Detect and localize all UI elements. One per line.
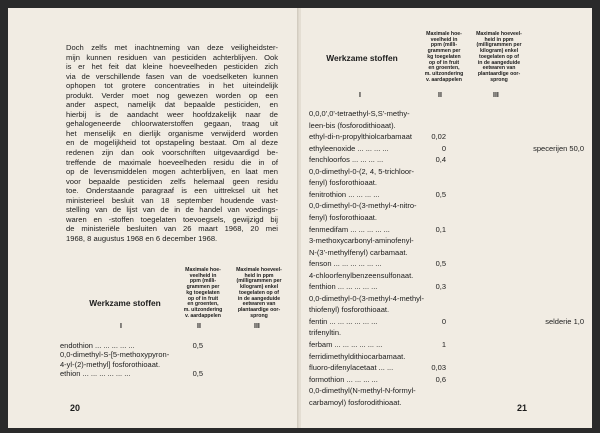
substance-name: 4-chloorfenylbenzeensulfonaat. <box>309 270 414 280</box>
substance-cell <box>309 363 393 372</box>
paragraph-line: 1968, 8 augustus 1968 en 6 december 1968. <box>66 233 218 243</box>
leader-dots: ... ... ... ... ... <box>92 341 135 350</box>
left-page <box>8 8 299 428</box>
paragraph-line: het menselijk en dierlijk organisme verwijderd worden <box>66 128 278 138</box>
substance-name: trifenyltin. <box>309 328 342 338</box>
substance-cell <box>60 360 160 369</box>
table-header-plant-origin: Maximale hoeveel- heid in ppm (milligrammen per kilogram) enkel toegelaten op of in de aangeduide eetwaren van plantaardige oor- sprong <box>476 31 522 83</box>
right-page <box>301 8 592 428</box>
substance-name: leen-bis (fosforodithioaat). <box>309 120 396 130</box>
substance-name: thiofenyl) fosforothioaat. <box>309 305 390 315</box>
substance-cell <box>309 317 377 326</box>
paragraph-line: ophopen tot grotere concentraties in het uiteindelijk <box>66 81 278 91</box>
paragraph-line: Doch zelfs met inachtneming van deze veiligheidster- <box>66 43 278 52</box>
substance-name: fenson <box>309 259 332 269</box>
max-value-fruit-vegetables: 0,5 <box>435 189 446 199</box>
max-value-fruit-vegetables: 0,1 <box>435 224 446 234</box>
leader-dots: ... ... ... ... ... <box>335 282 378 292</box>
leader-dots: ... ... ... ... <box>355 143 389 153</box>
substance-cell <box>309 225 390 234</box>
table-header-plant-origin: Maximale hoeveel- heid in ppm (milligrammen per kilogram) enkel toegelaten op of in de aangeduide eetwaren van plantaardige oor- sprong <box>236 267 282 319</box>
substance-name: 0,0-dimethyl-0-(3-methyl-4-nitro- <box>309 201 417 211</box>
substance-name: endothion <box>60 341 93 350</box>
max-value-fruit-vegetables: 0,03 <box>431 363 446 373</box>
substance-name: ethyl-di-n-propylthiolcarbamaat <box>309 132 412 142</box>
substance-name: ferridimethyldithiocarbamaat. <box>309 351 406 361</box>
substance-name: fenyl) fosforothioaat. <box>309 178 377 188</box>
paragraph-line: mijn kunnen residuen van pesticiden achterblijven. Ook <box>66 52 278 62</box>
leader-dots: ... ... ... ... ... ... <box>80 369 131 379</box>
substance-name: 0,0-dimethyl-S-[5-methoxypyron- <box>60 350 170 360</box>
substance-cell <box>309 121 396 130</box>
paragraph-line: op de levensmiddelen mogen achterblijven, en laat men <box>66 167 278 177</box>
max-value-fruit-vegetables: 0,02 <box>431 132 446 142</box>
max-value-fruit-vegetables: 0,6 <box>435 374 446 384</box>
table-header-substances: Werkzame stoffen <box>326 53 398 63</box>
substance-name: ferbam <box>309 340 333 349</box>
substance-name: ethion <box>60 369 81 379</box>
substance-name: fenmedifam <box>309 224 349 234</box>
substance-name: 0,0-dimethyl-0-(2, 4, 5-trichloor- <box>309 166 415 176</box>
column-number: III <box>493 92 499 99</box>
substance-cell <box>309 271 413 280</box>
substance-name: fenthion <box>309 282 336 292</box>
paragraph-line: stelling van de lijst van de in de handel van voedings- <box>66 205 278 215</box>
paragraph-line: waren en -stoffen toegelaten toevoegsels, gewijzigd bij <box>66 214 278 224</box>
column-number: II <box>438 92 442 99</box>
substance-cell <box>309 190 379 199</box>
leader-dots: ... ... <box>376 363 394 373</box>
paragraph-line: en de mogelijkheid tot opstapeling bestaat. Om al deze <box>66 138 278 148</box>
paragraph-line: is er het feit dat kleine hoeveelheden pesticiden zich <box>66 62 278 72</box>
table-header-substances: Werkzame stoffen <box>89 298 161 308</box>
substance-cell <box>309 375 378 384</box>
leader-dots: ... ... ... ... <box>344 374 378 384</box>
max-value-plant-origin: specerijen 50,0 <box>533 143 584 153</box>
substance-cell <box>309 328 341 337</box>
leader-dots: ... ... ... ... <box>349 155 384 165</box>
substance-name: 0,0,0',0'-tetraethyl-S,S'-methy- <box>309 109 410 118</box>
substance-name: fenitrothion <box>309 189 347 199</box>
leader-dots: ... ... ... ... ... ... <box>331 259 382 269</box>
substance-cell <box>309 109 410 118</box>
paragraph-line: de ministeriële besluiten van 26 maart 1968, 20 mei <box>66 224 278 234</box>
column-number: I <box>120 323 122 330</box>
paragraph-line: hierbij is de aandacht weer hoofdzakelijk naar de <box>66 109 278 119</box>
page-number: 21 <box>517 403 528 413</box>
substance-cell <box>309 340 382 349</box>
max-value-fruit-vegetables: 0,5 <box>192 341 203 350</box>
substance-cell <box>309 144 389 153</box>
substance-name: ethyleenoxide <box>309 143 356 153</box>
substance-name: fluoro-difenylacetaat <box>309 363 377 373</box>
substance-cell <box>60 341 135 350</box>
substance-name: 4-yl-(2)-methyl] fosforothioaat. <box>60 359 161 369</box>
max-value-plant-origin: selderie 1,0 <box>545 316 584 326</box>
paragraph-line: gehalogeneerde chloorwaterstoffen gegaan, traag uit <box>66 119 278 129</box>
substance-name: 0,0-dimethyl-0-(3-methyl-4-methyl- <box>309 293 425 303</box>
substance-name: formothion <box>309 374 345 384</box>
column-number: III <box>254 323 260 330</box>
substance-cell <box>309 155 383 164</box>
max-value-fruit-vegetables: 0,5 <box>192 369 203 379</box>
max-value-fruit-vegetables: 0,4 <box>435 155 446 165</box>
substance-cell <box>309 132 412 141</box>
max-value-fruit-vegetables: 1 <box>441 340 446 349</box>
max-value-fruit-vegetables: 0 <box>441 316 446 326</box>
paragraph-line: via de verschillende fasen van de voedselketen kunnen <box>66 71 278 81</box>
paragraph-line: ministerieel besluit van 18 september houdende vast- <box>66 195 278 205</box>
substance-cell <box>309 259 382 268</box>
paragraph-line: voor bepaalde pesticiden zelfs helemaal geen residu <box>66 176 278 186</box>
substance-name: fentin <box>309 316 328 326</box>
substance-cell <box>309 398 402 407</box>
substance-cell <box>309 167 414 176</box>
max-value-fruit-vegetables: 0,3 <box>435 282 446 292</box>
substance-cell <box>60 350 169 359</box>
leader-dots: ... ... ... ... ... ... <box>332 340 383 349</box>
substance-cell <box>309 213 377 222</box>
leader-dots: ... ... ... ... ... ... <box>327 316 378 326</box>
substance-name: 3-methoxycarbonyl-aminofenyl- <box>309 236 414 246</box>
substance-cell <box>309 248 408 257</box>
substance-name: 0,0-dimethyl(N-methyl-N-formyl- <box>309 386 416 396</box>
substance-name: fenchloorfos <box>309 155 350 165</box>
table-header-fruit-vegetables: Maximale hoe- veelheid in ppm (milli- grammen per kg toegelaten op of in fruit en groenten, m. uitzondering v. aardappelen <box>424 31 464 83</box>
substance-cell <box>60 369 130 378</box>
substance-cell <box>309 201 417 210</box>
column-number: I <box>359 92 361 99</box>
paragraph-line: redenen zijn dan ook voorschriften uitgevaardigd be- <box>66 148 278 158</box>
paragraph-line: toe. Onderstaande paragraaf is een uittreksel uit het <box>66 186 278 196</box>
table-header-fruit-vegetables: Maximale hoe- veelheid in ppm (milli- grammen per kg toegelaten op of in fruit en groenten, m. uitzondering v. aardappelen <box>183 267 223 319</box>
leader-dots: ... ... ... ... ... <box>348 224 390 234</box>
substance-cell <box>309 386 416 395</box>
substance-cell <box>309 305 389 314</box>
substance-name: N-(3'-methylfenyl) carbamaat. <box>309 247 408 257</box>
substance-cell <box>309 352 405 361</box>
body-paragraph <box>66 43 278 243</box>
paragraph-line: treffende de maximale hoeveelheden residu die in of <box>66 157 278 167</box>
substance-cell <box>309 282 377 291</box>
paragraph-line: produkt. Verder moet nog gewezen worden op een <box>66 90 278 100</box>
substance-cell <box>309 294 424 303</box>
paragraph-line: ander aspect, namelijk dat bepaalde pesticiden, en <box>66 100 278 110</box>
column-number: II <box>197 323 201 330</box>
page-number: 20 <box>70 403 81 413</box>
substance-name: carbamoyl) fosforodithioaat. <box>309 397 402 407</box>
substance-cell <box>309 236 414 245</box>
leader-dots: ... ... ... ... <box>346 189 380 199</box>
substance-cell <box>309 178 377 187</box>
substance-name: fenyl) fosforothioaat. <box>309 212 377 222</box>
max-value-fruit-vegetables: 0,5 <box>435 259 446 269</box>
max-value-fruit-vegetables: 0 <box>441 143 446 153</box>
